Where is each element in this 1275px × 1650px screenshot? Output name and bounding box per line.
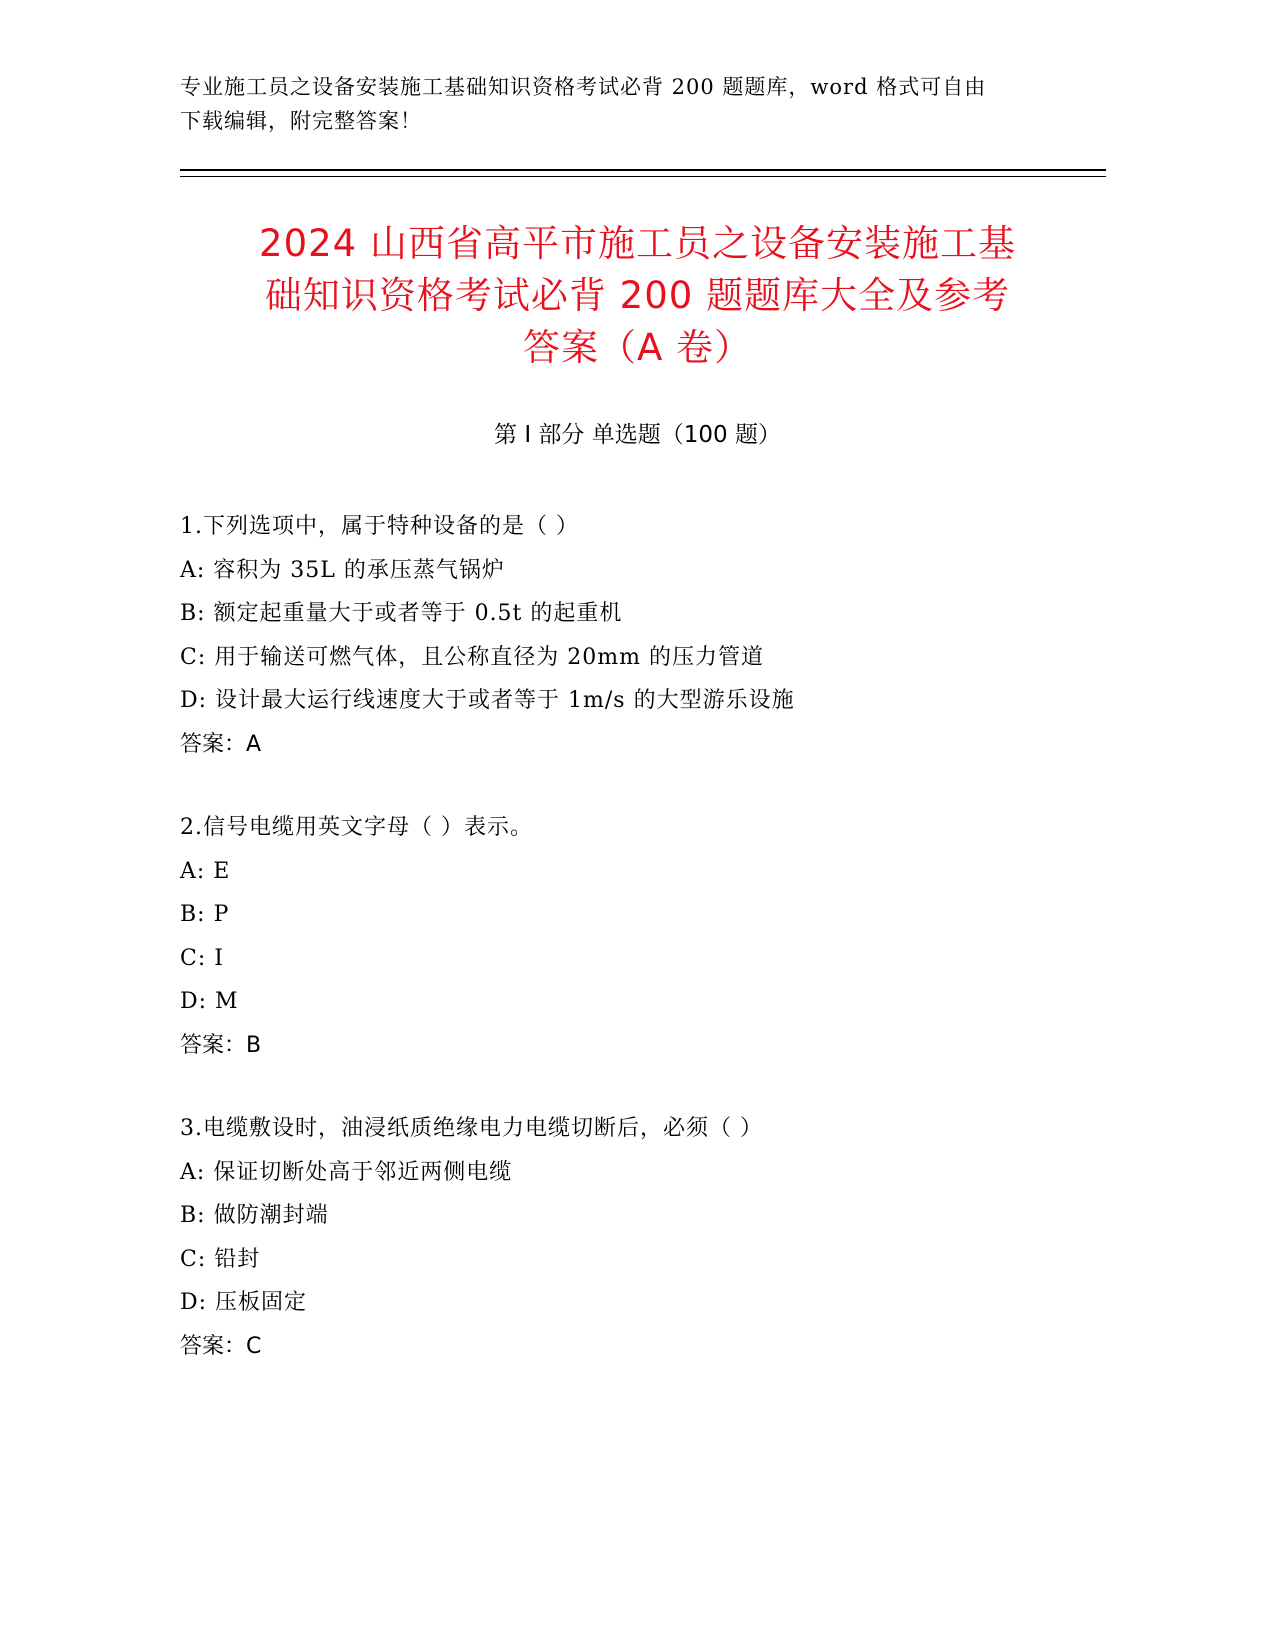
option-d: D: M (180, 989, 239, 1014)
question-stem: 1.下列选项中，属于特种设备的是（ ） (180, 514, 579, 539)
option-a: A: E (180, 858, 231, 884)
option-b: B: P (180, 902, 230, 927)
title-line-2: 础知识资格考试必背 200 题题库大全及参考 (264, 274, 1011, 317)
header-divider-thin (180, 176, 1106, 177)
question-list (180, 505, 1140, 1408)
option-d: D: 压板固定 (180, 1290, 308, 1315)
option-c: C: 用于输送可燃气体，且公称直径为 20mm 的压力管道 (180, 644, 764, 670)
answer: 答案：B (180, 1032, 262, 1058)
title-line-3: 答案（A 卷） (522, 326, 753, 369)
header-divider-thick (180, 169, 1106, 171)
header-note-line-1: 专业施工员之设备安装施工基础知识资格考试必背 200 题题库，word 格式可自由 (180, 75, 987, 99)
document-header-note (180, 70, 1080, 138)
header-note-line-2: 下载编辑，附完整答案！ (180, 109, 422, 133)
option-c: C: 铅封 (180, 1246, 261, 1272)
question-3 (180, 1107, 1140, 1368)
option-a: A: 容积为 35L 的承压蒸气锅炉 (180, 557, 505, 583)
section-title: 第 I 部分 单选题（100 题） (494, 422, 781, 448)
option-a: A: 保证切断处高于邻近两侧电缆 (180, 1159, 513, 1185)
option-c: C: I (180, 945, 224, 971)
answer: 答案：A (180, 731, 262, 757)
title-line-1: 2024 山西省高平市施工员之设备安装施工基 (259, 222, 1016, 265)
question-1 (180, 505, 1140, 766)
option-d: D: 设计最大运行线速度大于或者等于 1m/s 的大型游乐设施 (180, 688, 795, 713)
question-stem: 2.信号电缆用英文字母（ ）表示。 (180, 815, 533, 840)
question-stem: 3.电缆敷设时，油浸纸质绝缘电力电缆切断后，必须（ ） (180, 1116, 763, 1141)
document-title (120, 218, 1155, 374)
option-b: B: 额定起重量大于或者等于 0.5t 的起重机 (180, 601, 623, 626)
option-b: B: 做防潮封端 (180, 1203, 329, 1228)
question-2 (180, 806, 1140, 1067)
answer: 答案：C (180, 1333, 262, 1359)
